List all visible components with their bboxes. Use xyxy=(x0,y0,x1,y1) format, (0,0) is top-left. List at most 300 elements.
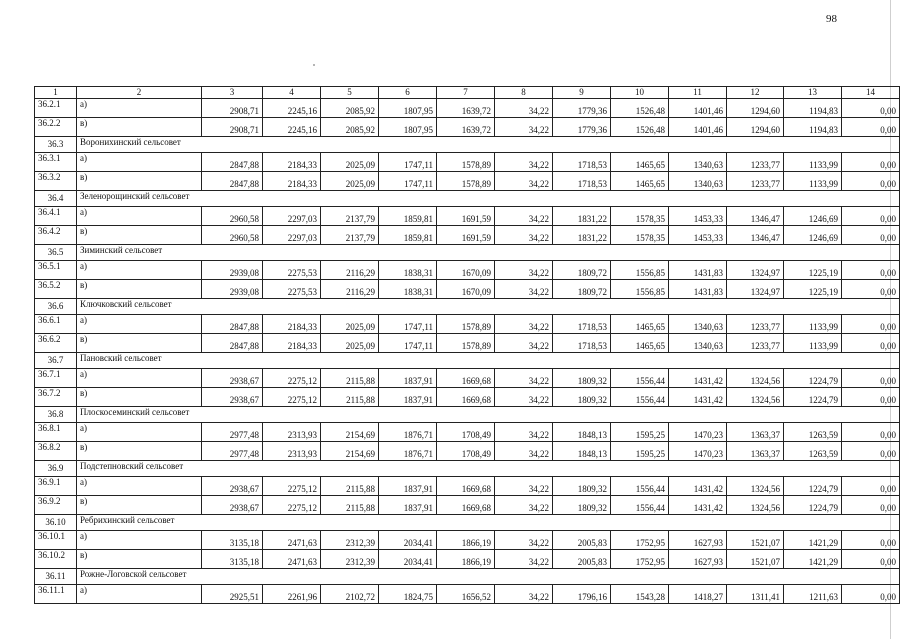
value-cell: 1627,93 xyxy=(669,531,727,550)
value-cell: 1465,65 xyxy=(611,315,669,334)
value-cell: 0,00 xyxy=(842,550,900,569)
row-code: 36.2.2 xyxy=(35,118,77,137)
value-cell: 1831,22 xyxy=(553,226,611,245)
value-cell: 2471,63 xyxy=(263,531,321,550)
value-cell: 34,22 xyxy=(495,442,553,461)
value-cell: 1294,60 xyxy=(727,118,784,137)
table-row xyxy=(35,423,900,442)
value-cell: 34,22 xyxy=(495,369,553,388)
group-label: Зеленорощинский сельсовет xyxy=(77,191,900,207)
value-cell: 1363,37 xyxy=(727,442,784,461)
value-cell: 2261,96 xyxy=(263,585,321,604)
value-cell: 1465,65 xyxy=(611,334,669,353)
value-cell: 1526,48 xyxy=(611,118,669,137)
group-row xyxy=(35,191,900,207)
column-header: 3 xyxy=(202,87,263,99)
value-cell: 2908,71 xyxy=(202,118,263,137)
table-row xyxy=(35,315,900,334)
value-cell: 2245,16 xyxy=(263,118,321,137)
value-cell: 1595,25 xyxy=(611,442,669,461)
value-cell: 1453,33 xyxy=(669,226,727,245)
value-cell: 2154,69 xyxy=(321,423,379,442)
value-cell: 2025,09 xyxy=(321,315,379,334)
value-cell: 2245,16 xyxy=(263,99,321,118)
row-label: в) xyxy=(77,334,202,353)
value-cell: 2137,79 xyxy=(321,226,379,245)
group-label: Зиминский сельсовет xyxy=(77,245,900,261)
value-cell: 1556,44 xyxy=(611,388,669,407)
value-cell: 34,22 xyxy=(495,172,553,191)
column-header: 12 xyxy=(727,87,784,99)
value-cell: 2925,51 xyxy=(202,585,263,604)
value-cell: 1133,99 xyxy=(784,334,842,353)
value-cell: 1340,63 xyxy=(669,172,727,191)
value-cell: 1837,91 xyxy=(379,369,437,388)
row-label: а) xyxy=(77,261,202,280)
value-cell: 1718,53 xyxy=(553,153,611,172)
value-cell: 1708,49 xyxy=(437,423,495,442)
value-cell: 34,22 xyxy=(495,388,553,407)
value-cell: 0,00 xyxy=(842,118,900,137)
value-cell: 1401,46 xyxy=(669,118,727,137)
value-cell: 1224,79 xyxy=(784,369,842,388)
value-cell: 1866,19 xyxy=(437,531,495,550)
value-cell: 1876,71 xyxy=(379,442,437,461)
value-cell: 2034,41 xyxy=(379,531,437,550)
row-label: в) xyxy=(77,442,202,461)
value-cell: 1876,71 xyxy=(379,423,437,442)
value-cell: 1346,47 xyxy=(727,207,784,226)
row-code: 36.6.2 xyxy=(35,334,77,353)
value-cell: 2275,12 xyxy=(263,477,321,496)
row-code: 36.10 xyxy=(35,515,77,531)
table-row xyxy=(35,550,900,569)
tariff-table xyxy=(34,86,900,604)
value-cell: 1431,83 xyxy=(669,261,727,280)
column-header: 6 xyxy=(379,87,437,99)
value-cell: 2312,39 xyxy=(321,550,379,569)
value-cell: 1708,49 xyxy=(437,442,495,461)
value-cell: 1718,53 xyxy=(553,172,611,191)
value-cell: 1578,89 xyxy=(437,334,495,353)
value-cell: 1225,19 xyxy=(784,280,842,299)
value-cell: 1809,72 xyxy=(553,261,611,280)
group-row xyxy=(35,515,900,531)
value-cell: 1779,36 xyxy=(553,99,611,118)
value-cell: 1324,97 xyxy=(727,261,784,280)
value-cell: 1211,63 xyxy=(784,585,842,604)
value-cell: 1421,29 xyxy=(784,550,842,569)
row-label: а) xyxy=(77,585,202,604)
value-cell: 34,22 xyxy=(495,423,553,442)
value-cell: 1627,93 xyxy=(669,550,727,569)
value-cell: 1521,07 xyxy=(727,550,784,569)
value-cell: 1556,85 xyxy=(611,261,669,280)
value-cell: 1752,95 xyxy=(611,531,669,550)
value-cell: 0,00 xyxy=(842,99,900,118)
value-cell: 2275,53 xyxy=(263,280,321,299)
row-label: в) xyxy=(77,550,202,569)
value-cell: 2116,29 xyxy=(321,261,379,280)
value-cell: 1669,68 xyxy=(437,369,495,388)
column-header: 11 xyxy=(669,87,727,99)
value-cell: 1796,16 xyxy=(553,585,611,604)
value-cell: 2977,48 xyxy=(202,442,263,461)
value-cell: 1324,56 xyxy=(727,496,784,515)
table-body xyxy=(35,87,900,604)
value-cell: 2116,29 xyxy=(321,280,379,299)
value-cell: 2085,92 xyxy=(321,118,379,137)
value-cell: 1521,07 xyxy=(727,531,784,550)
value-cell: 1133,99 xyxy=(784,315,842,334)
row-label: а) xyxy=(77,369,202,388)
value-cell: 0,00 xyxy=(842,280,900,299)
value-cell: 0,00 xyxy=(842,442,900,461)
table-row xyxy=(35,531,900,550)
value-cell: 2312,39 xyxy=(321,531,379,550)
value-cell: 2908,71 xyxy=(202,99,263,118)
table-row xyxy=(35,99,900,118)
value-cell: 1669,68 xyxy=(437,496,495,515)
value-cell: 2297,03 xyxy=(263,226,321,245)
value-cell: 1556,44 xyxy=(611,477,669,496)
value-cell: 1324,56 xyxy=(727,369,784,388)
value-cell: 1465,65 xyxy=(611,153,669,172)
value-cell: 1578,89 xyxy=(437,172,495,191)
row-code: 36.3 xyxy=(35,137,77,153)
row-label: в) xyxy=(77,226,202,245)
value-cell: 1809,32 xyxy=(553,369,611,388)
value-cell: 1225,19 xyxy=(784,261,842,280)
value-cell: 1859,81 xyxy=(379,207,437,226)
value-cell: 2115,88 xyxy=(321,388,379,407)
value-cell: 1340,63 xyxy=(669,315,727,334)
value-cell: 1556,85 xyxy=(611,280,669,299)
value-cell: 2005,83 xyxy=(553,550,611,569)
value-cell: 1324,56 xyxy=(727,388,784,407)
value-cell: 0,00 xyxy=(842,531,900,550)
row-code: 36.11.1 xyxy=(35,585,77,604)
value-cell: 1421,29 xyxy=(784,531,842,550)
value-cell: 2939,08 xyxy=(202,280,263,299)
value-cell: 2025,09 xyxy=(321,172,379,191)
value-cell: 1470,23 xyxy=(669,442,727,461)
value-cell: 2184,33 xyxy=(263,334,321,353)
value-cell: 1431,42 xyxy=(669,369,727,388)
value-cell: 1595,25 xyxy=(611,423,669,442)
value-cell: 1543,28 xyxy=(611,585,669,604)
value-cell: 1233,77 xyxy=(727,172,784,191)
group-row xyxy=(35,299,900,315)
value-cell: 1470,23 xyxy=(669,423,727,442)
row-code: 36.7 xyxy=(35,353,77,369)
value-cell: 1431,42 xyxy=(669,496,727,515)
value-cell: 1453,33 xyxy=(669,207,727,226)
value-cell: 2154,69 xyxy=(321,442,379,461)
value-cell: 2847,88 xyxy=(202,334,263,353)
value-cell: 2085,92 xyxy=(321,99,379,118)
value-cell: 1194,83 xyxy=(784,99,842,118)
value-cell: 1747,11 xyxy=(379,153,437,172)
value-cell: 2960,58 xyxy=(202,207,263,226)
value-cell: 2034,41 xyxy=(379,550,437,569)
value-cell: 2938,67 xyxy=(202,388,263,407)
row-code: 36.5 xyxy=(35,245,77,261)
value-cell: 2939,08 xyxy=(202,261,263,280)
value-cell: 2275,53 xyxy=(263,261,321,280)
group-row xyxy=(35,407,900,423)
column-header: 14 xyxy=(842,87,900,99)
value-cell: 0,00 xyxy=(842,423,900,442)
value-cell: 0,00 xyxy=(842,172,900,191)
table-row xyxy=(35,496,900,515)
value-cell: 0,00 xyxy=(842,334,900,353)
value-cell: 1837,91 xyxy=(379,388,437,407)
value-cell: 1809,32 xyxy=(553,388,611,407)
value-cell: 34,22 xyxy=(495,118,553,137)
group-label: Ключковский сельсовет xyxy=(77,299,900,315)
value-cell: 0,00 xyxy=(842,585,900,604)
value-cell: 34,22 xyxy=(495,226,553,245)
value-cell: 34,22 xyxy=(495,334,553,353)
row-code: 36.2.1 xyxy=(35,99,77,118)
value-cell: 1747,11 xyxy=(379,315,437,334)
group-label: Пановский сельсовет xyxy=(77,353,900,369)
value-cell: 1246,69 xyxy=(784,207,842,226)
value-cell: 2184,33 xyxy=(263,315,321,334)
value-cell: 1838,31 xyxy=(379,280,437,299)
group-row xyxy=(35,353,900,369)
row-label: а) xyxy=(77,99,202,118)
value-cell: 2977,48 xyxy=(202,423,263,442)
row-code: 36.10.1 xyxy=(35,531,77,550)
value-cell: 1224,79 xyxy=(784,496,842,515)
value-cell: 34,22 xyxy=(495,207,553,226)
value-cell: 1401,46 xyxy=(669,99,727,118)
value-cell: 1578,89 xyxy=(437,315,495,334)
row-label: а) xyxy=(77,477,202,496)
row-code: 36.3.1 xyxy=(35,153,77,172)
group-row xyxy=(35,137,900,153)
value-cell: 1718,53 xyxy=(553,334,611,353)
value-cell: 1809,32 xyxy=(553,477,611,496)
row-code: 36.10.2 xyxy=(35,550,77,569)
group-label: Воронихинский сельсовет xyxy=(77,137,900,153)
value-cell: 0,00 xyxy=(842,226,900,245)
value-cell: 2115,88 xyxy=(321,496,379,515)
value-cell: 1718,53 xyxy=(553,315,611,334)
value-cell: 1233,77 xyxy=(727,315,784,334)
value-cell: 2137,79 xyxy=(321,207,379,226)
value-cell: 1431,42 xyxy=(669,477,727,496)
value-cell: 1656,52 xyxy=(437,585,495,604)
table-row xyxy=(35,118,900,137)
header-row xyxy=(35,87,900,99)
value-cell: 1752,95 xyxy=(611,550,669,569)
value-cell: 2005,83 xyxy=(553,531,611,550)
row-code: 36.6 xyxy=(35,299,77,315)
row-label: а) xyxy=(77,315,202,334)
table-row xyxy=(35,172,900,191)
group-label: Рожне-Логовской сельсовет xyxy=(77,569,900,585)
row-code: 36.4.1 xyxy=(35,207,77,226)
row-code: 36.11 xyxy=(35,569,77,585)
value-cell: 34,22 xyxy=(495,280,553,299)
column-header: 5 xyxy=(321,87,379,99)
value-cell: 1848,13 xyxy=(553,442,611,461)
value-cell: 2313,93 xyxy=(263,442,321,461)
value-cell: 1311,41 xyxy=(727,585,784,604)
column-header: 7 xyxy=(437,87,495,99)
value-cell: 1691,59 xyxy=(437,207,495,226)
value-cell: 1556,44 xyxy=(611,369,669,388)
value-cell: 2938,67 xyxy=(202,369,263,388)
value-cell: 1324,97 xyxy=(727,280,784,299)
value-cell: 1837,91 xyxy=(379,496,437,515)
value-cell: 1639,72 xyxy=(437,118,495,137)
value-cell: 1246,69 xyxy=(784,226,842,245)
column-header: 1 xyxy=(35,87,77,99)
value-cell: 1866,19 xyxy=(437,550,495,569)
table-row xyxy=(35,280,900,299)
table-row xyxy=(35,261,900,280)
value-cell: 34,22 xyxy=(495,315,553,334)
row-code: 36.9 xyxy=(35,461,77,477)
value-cell: 1556,44 xyxy=(611,496,669,515)
value-cell: 34,22 xyxy=(495,477,553,496)
value-cell: 1233,77 xyxy=(727,153,784,172)
value-cell: 2115,88 xyxy=(321,369,379,388)
table-row xyxy=(35,369,900,388)
value-cell: 1838,31 xyxy=(379,261,437,280)
value-cell: 34,22 xyxy=(495,99,553,118)
value-cell: 1578,35 xyxy=(611,207,669,226)
value-cell: 0,00 xyxy=(842,153,900,172)
value-cell: 0,00 xyxy=(842,315,900,334)
group-row xyxy=(35,461,900,477)
value-cell: 1431,83 xyxy=(669,280,727,299)
group-label: Плоскосеминский сельсовет xyxy=(77,407,900,423)
row-code: 36.4.2 xyxy=(35,226,77,245)
value-cell: 1465,65 xyxy=(611,172,669,191)
row-code: 36.4 xyxy=(35,191,77,207)
row-code: 36.9.2 xyxy=(35,496,77,515)
value-cell: 1831,22 xyxy=(553,207,611,226)
value-cell: 2275,12 xyxy=(263,369,321,388)
value-cell: 1670,09 xyxy=(437,280,495,299)
value-cell: 34,22 xyxy=(495,261,553,280)
column-header: 2 xyxy=(77,87,202,99)
value-cell: 2847,88 xyxy=(202,172,263,191)
value-cell: 1670,09 xyxy=(437,261,495,280)
value-cell: 1848,13 xyxy=(553,423,611,442)
value-cell: 2938,67 xyxy=(202,496,263,515)
row-code: 36.5.2 xyxy=(35,280,77,299)
row-label: в) xyxy=(77,172,202,191)
value-cell: 1639,72 xyxy=(437,99,495,118)
group-row xyxy=(35,569,900,585)
value-cell: 0,00 xyxy=(842,477,900,496)
value-cell: 2115,88 xyxy=(321,477,379,496)
row-label: а) xyxy=(77,207,202,226)
value-cell: 1418,27 xyxy=(669,585,727,604)
value-cell: 2184,33 xyxy=(263,172,321,191)
value-cell: 1224,79 xyxy=(784,388,842,407)
value-cell: 2184,33 xyxy=(263,153,321,172)
value-cell: 1224,79 xyxy=(784,477,842,496)
value-cell: 1807,95 xyxy=(379,99,437,118)
row-label: а) xyxy=(77,423,202,442)
value-cell: 1809,72 xyxy=(553,280,611,299)
value-cell: 1340,63 xyxy=(669,334,727,353)
value-cell: 2275,12 xyxy=(263,496,321,515)
value-cell: 34,22 xyxy=(495,496,553,515)
value-cell: 2297,03 xyxy=(263,207,321,226)
value-cell: 1824,75 xyxy=(379,585,437,604)
column-header: 10 xyxy=(611,87,669,99)
row-label: в) xyxy=(77,118,202,137)
table-row xyxy=(35,477,900,496)
value-cell: 2102,72 xyxy=(321,585,379,604)
table-row xyxy=(35,585,900,604)
value-cell: 2025,09 xyxy=(321,334,379,353)
value-cell: 1431,42 xyxy=(669,388,727,407)
row-code: 36.3.2 xyxy=(35,172,77,191)
row-label: а) xyxy=(77,531,202,550)
value-cell: 3135,18 xyxy=(202,550,263,569)
column-header: 8 xyxy=(495,87,553,99)
value-cell: 1194,83 xyxy=(784,118,842,137)
value-cell: 3135,18 xyxy=(202,531,263,550)
table-row xyxy=(35,226,900,245)
value-cell: 1263,59 xyxy=(784,442,842,461)
value-cell: 1578,35 xyxy=(611,226,669,245)
value-cell: 2275,12 xyxy=(263,388,321,407)
group-label: Ребрихинский сельсовет xyxy=(77,515,900,531)
table-row xyxy=(35,388,900,407)
row-code: 36.8.1 xyxy=(35,423,77,442)
value-cell: 34,22 xyxy=(495,153,553,172)
value-cell: 0,00 xyxy=(842,496,900,515)
table-row xyxy=(35,207,900,226)
value-cell: 1809,32 xyxy=(553,496,611,515)
row-label: в) xyxy=(77,496,202,515)
value-cell: 2471,63 xyxy=(263,550,321,569)
row-label: в) xyxy=(77,388,202,407)
value-cell: 34,22 xyxy=(495,585,553,604)
value-cell: 2938,67 xyxy=(202,477,263,496)
row-code: 36.6.1 xyxy=(35,315,77,334)
value-cell: 1669,68 xyxy=(437,477,495,496)
value-cell: 1779,36 xyxy=(553,118,611,137)
group-row xyxy=(35,245,900,261)
value-cell: 34,22 xyxy=(495,531,553,550)
value-cell: 1807,95 xyxy=(379,118,437,137)
value-cell: 1747,11 xyxy=(379,334,437,353)
row-code: 36.7.1 xyxy=(35,369,77,388)
value-cell: 1691,59 xyxy=(437,226,495,245)
column-header: 9 xyxy=(553,87,611,99)
value-cell: 34,22 xyxy=(495,550,553,569)
row-code: 36.8.2 xyxy=(35,442,77,461)
value-cell: 1324,56 xyxy=(727,477,784,496)
value-cell: 1526,48 xyxy=(611,99,669,118)
table-row xyxy=(35,334,900,353)
group-label: Подстепновский сельсовет xyxy=(77,461,900,477)
value-cell: 1363,37 xyxy=(727,423,784,442)
value-cell: 1263,59 xyxy=(784,423,842,442)
value-cell: 1133,99 xyxy=(784,153,842,172)
